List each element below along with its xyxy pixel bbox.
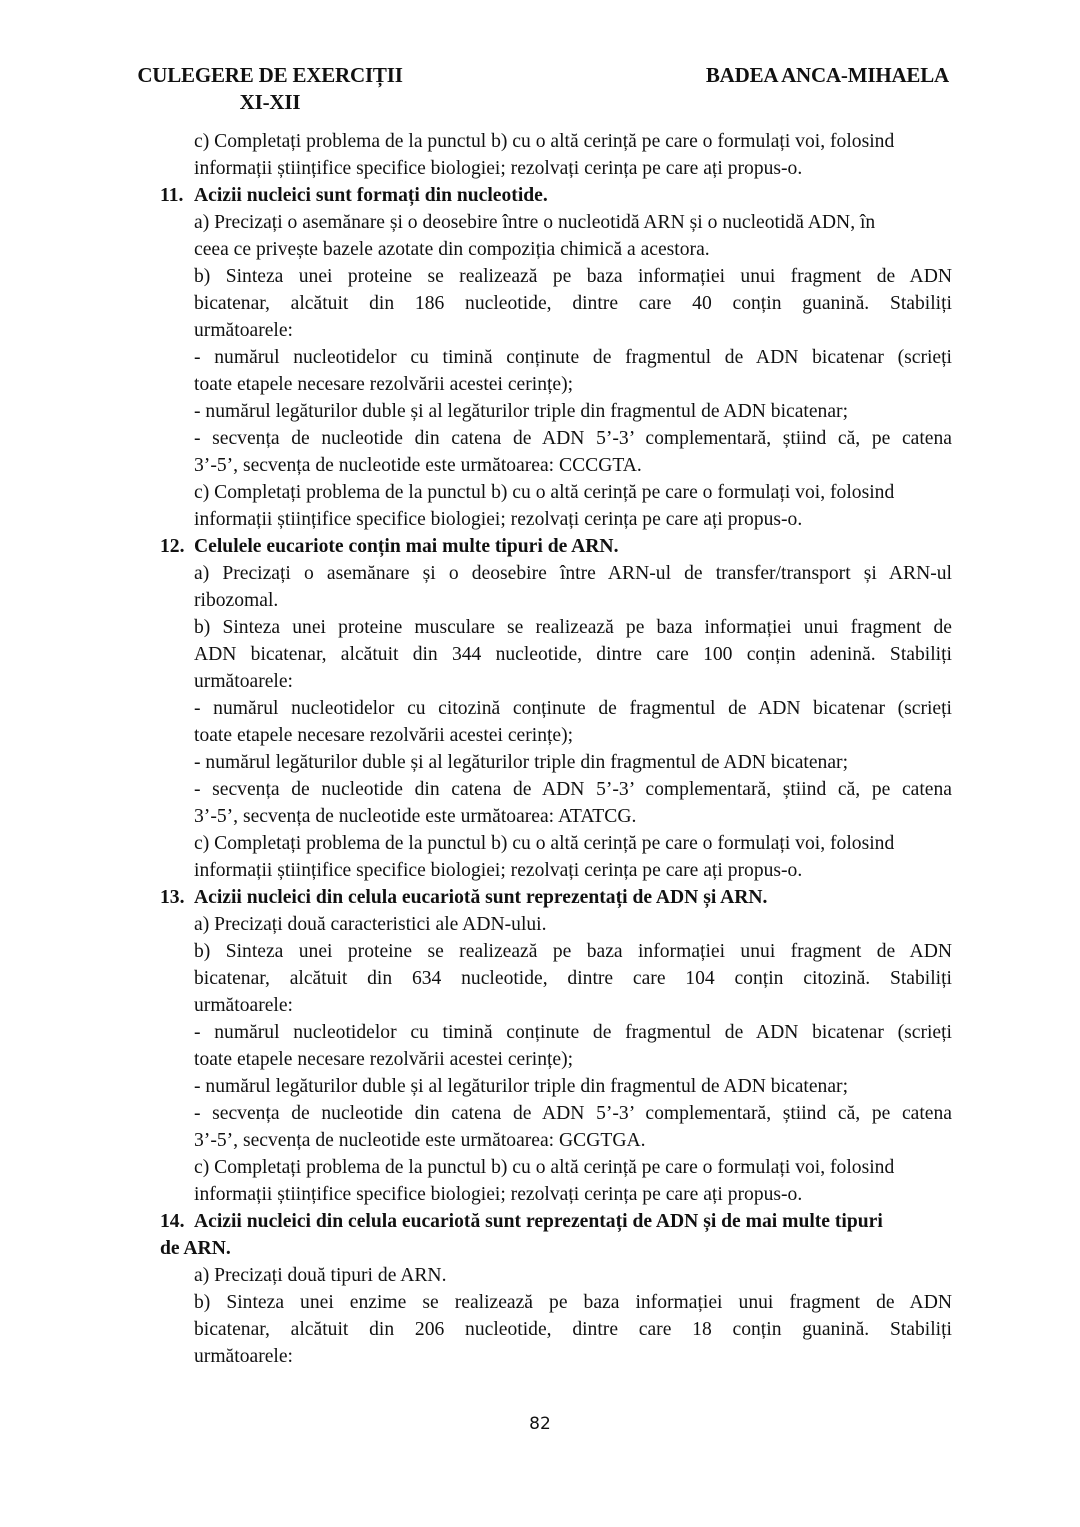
- question-12: 12. Celulele eucariote conțin mai multe tipuri de ARN. a) Precizați o asemănare și o deosebire între ARN-ul de transfer/transport și ARN-ul ribozomal. b) Sinteza unei proteine musculare se realizează pe baza informației unui fragment de ADN bicatenar, alcătuit din 344 nucleotide, dintre care 100 conțin adenină. Stabiliți următoarele: - numărul nucleotidelor cu citozină conținute de fragmentul de ADN bicatenar (scrieți toate etapele necesare rezolvării acestei cerințe); - numărul legăturilor duble și al legăturilor triple din fragmentul de ADN bicatenar; - secvența de nucleotide din catena de ADN 5’-3’ complementară, știind că, pe catena 3’-5’, secvența de nucleotide este următoarea: ATATCG. c) Completați problema de la punctul b) cu o altă cerință pe care o formulați voi, folosind informații științifice specifice biologiei; rezolvați cerința pe care ați propus-o.: [160, 533, 952, 884]
- question-title: 12. Celulele eucariote conțin mai multe tipuri de ARN.: [160, 536, 619, 557]
- question-title: 14. Acizii nucleici din celula eucariotă sunt reprezentați de ADN și de mai multe tipuri: [160, 1211, 883, 1232]
- question-title: 11. Acizii nucleici sunt formați din nucleotide.: [160, 185, 548, 206]
- page-content: [160, 128, 952, 1370]
- book-title: [130, 62, 410, 116]
- lead-c-item: c) Completați problema de la punctul b) cu o altă cerință pe care o formulați voi, folosind informații științifice specifice biologiei; rezolvați cerința pe care ați propus-o.: [194, 131, 895, 179]
- book-title-line1: CULEGERE DE EXERCIȚII: [137, 63, 403, 87]
- question-14: 14. Acizii nucleici din celula eucariotă sunt reprezentați de ADN și de mai multe tipuri de ARN. a) Precizați două tipuri de ARN. b) Sinteza unei enzime se realizează pe baza informației unui fragment de ADN bicatenar, alcătuit din 206 nucleotide, dintre care 18 conțin guanină. Stabiliți următoarele:: [160, 1208, 952, 1370]
- question-title-cont: de ARN.: [160, 1238, 231, 1259]
- question-11: 11. Acizii nucleici sunt formați din nucleotide. a) Precizați o asemănare și o deosebire între o nucleotidă ARN și o nucleotidă ADN, în ceea ce privește bazele azotate din compoziția chimică a acestora. b) Sinteza unei proteine se realizează pe baza informației unui fragment de ADN bicatenar, alcătuit din 186 nucleotide, dintre care 40 conțin guanină. Stabiliți următoarele: - numărul nucleotidelor cu timină conținute de fragmentul de ADN bicatenar (scrieți toate etapele necesare rezolvării acestei cerințe); - numărul legăturilor duble și al legăturilor triple din fragmentul de ADN bicatenar; - secvența de nucleotide din catena de ADN 5’-3’ complementară, știind că, pe catena 3’-5’, secvența de nucleotide este următoarea: CCCGTA. c) Completați problema de la punctul b) cu o altă cerință pe care o formulați voi, folosind informații științifice specifice biologiei; rezolvați cerința pe care ați propus-o.: [160, 182, 952, 533]
- question-title: 13. Acizii nucleici din celula eucariotă sunt reprezentați de ADN și ARN.: [160, 887, 768, 908]
- page-number: 82: [529, 1414, 551, 1434]
- author-name: BADEA ANCA-MIHAELA: [705, 63, 949, 87]
- book-title-line2: XI-XII: [239, 90, 301, 114]
- question-13: 13. Acizii nucleici din celula eucariotă sunt reprezentați de ADN și ARN. a) Precizați două caracteristici ale ADN-ului. b) Sinteza unei proteine se realizează pe baza informației unui fragment de ADN bicatenar, alcătuit din 634 nucleotide, dintre care 104 conțin citozină. Stabiliți următoarele: - numărul nucleotidelor cu timină conținute de fragmentul de ADN bicatenar (scrieți toate etapele necesare rezolvării acestei cerințe); - numărul legăturilor duble și al legăturilor triple din fragmentul de ADN bicatenar; - secvența de nucleotide din catena de ADN 5’-3’ complementară, știind că, pe catena 3’-5’, secvența de nucleotide este următoarea: GCGTGA. c) Completați problema de la punctul b) cu o altă cerință pe care o formulați voi, folosind informații științifice specifice biologiei; rezolvați cerința pe care ați propus-o.: [160, 884, 952, 1208]
